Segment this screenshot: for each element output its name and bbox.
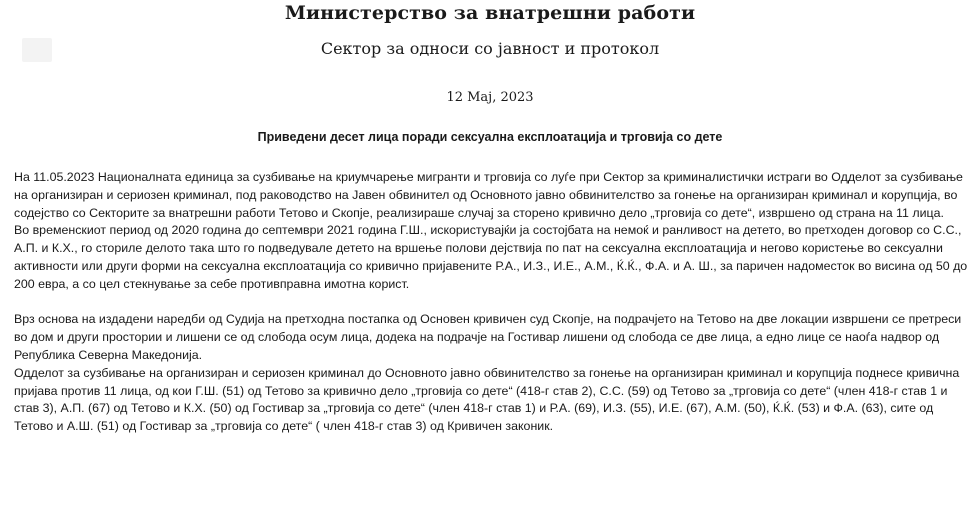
- article-paragraph: Врз основа на издадени наредби од Судија на претходна постапка од Основен кривичен суд Скопје, на подрачјето на Тетово на две локации извршени се претреси во дом и други простории и лишени се од слобода осум лица, додека на подрачје на Гостивар лишени од слобода се две лица, а едно лице се наоѓа надвор од Република Северна Македонија.: [14, 312, 962, 362]
- article-paragraph: На 11.05.2023 Националната единица за сузбивање на криумчарење мигранти и трговија со луѓе при Сектор за криминалистички истраги во Одделот за сузбивање на организиран и сериозен криминал, под раководство на Јавен обвинител од Основното јавно обвинителство за гонење на организиран криминал и корупција, во содејство со Секторите за внатрешни работи Тетово и Скопје, реализираше случај за сторено кривично дело „трговија со дете“, извршено од страна на 11 лица.: [14, 170, 963, 220]
- article-headline: Приведени десет лица поради сексуална експлоатација и трговија со дете: [257, 130, 723, 144]
- release-date: 12 Мај, 2023: [446, 90, 534, 105]
- article-paragraph: Во временскиот период од 2020 година до септември 2021 година Г.Ш., искористувајќи ја состојбата на немоќ и ранливост на детето, во претходен договор со С.С., А.П. и К.Х., го сториле делото така што го подведувале детето на вршење полови дејствија по пат на сексуална експлоатација и негово користење во сексуални активности или други форми на сексуална експлоатација со кривично пријавените Р.А., И.З., И.Е., А.М., Ќ.Ќ., Ф.А. и А. Ш., за паричен надоместок во висина од 50 до 200 евра, а со цел стекнување за себе противправна имотна корист.: [14, 223, 968, 291]
- article-body: [14, 169, 970, 436]
- ministry-title: Министерство за внатрешни работи: [284, 2, 696, 24]
- article-paragraph: Одделот за сузбивање на организиран и сериозен криминал до Основното јавно обвинителство за гонење на организиран криминал и корупција поднесе кривична пријава против 11 лица, од кои Г.Ш. (51) од Тетово за кривично дело „трговија со дете“ (418-г став 2), С.С. (59) од Тетово за „трговија со дете“ (член 418-г став 1 и став 3), А.П. (67) од Тетово и К.Х. (50) од Гостивар за „трговија со дете“ (член 418-г став 1) и Р.А. (69), И.З. (55), И.Е. (67), А.М. (50), Ќ.Ќ. (53) и Ф.А. (63), сите од Тетово и А.Ш. (51) од Гостивар за „трговија со дете“ ( член 418-г став 3) од Кривичен законик.: [14, 365, 960, 434]
- sector-subtitle: Сектор за односи со јавност и протокол: [320, 39, 660, 58]
